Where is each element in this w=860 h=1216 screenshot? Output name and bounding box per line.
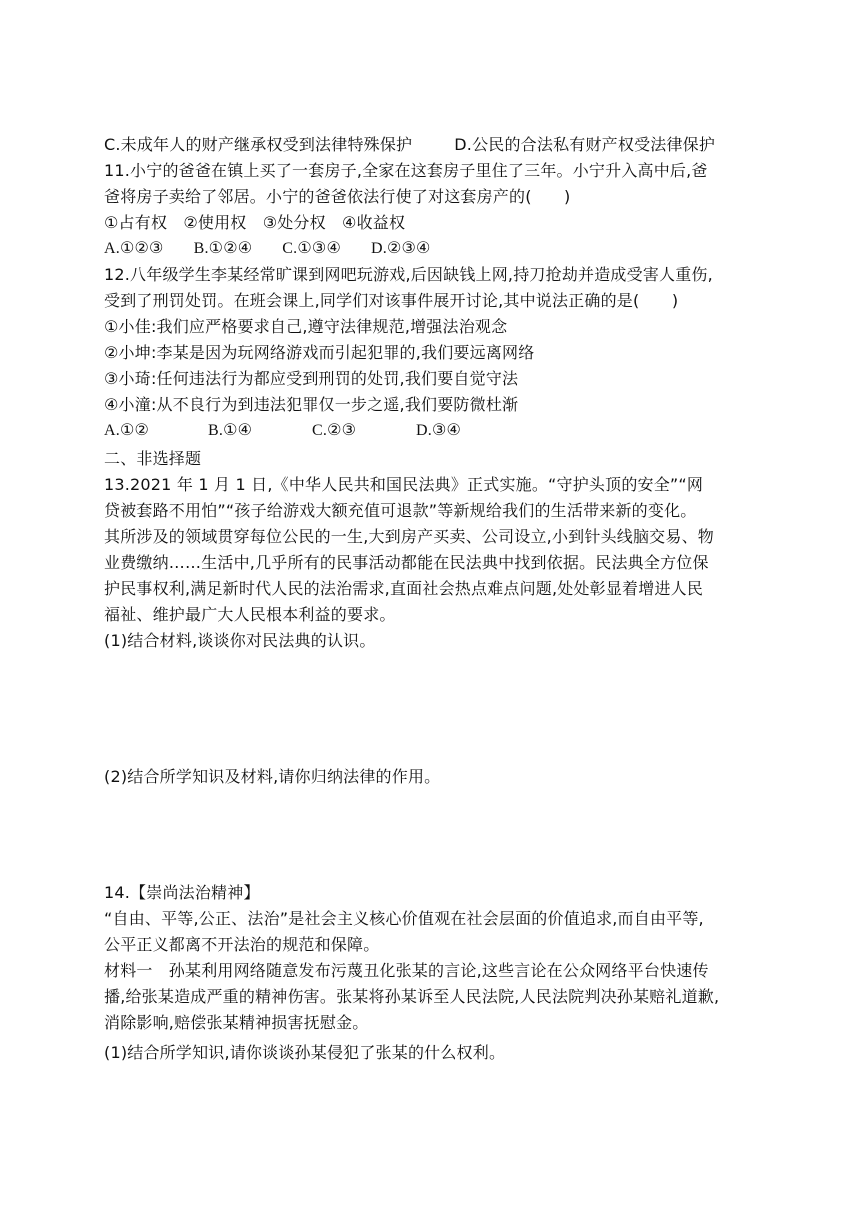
q13-material-line4: 业费缴纳……生活中,几乎所有的民事活动都能在民法典中找到依据。民法典全方位保 [104, 553, 709, 572]
q10-option-c: C.未成年人的财产继承权受到法律特殊保护 [104, 135, 413, 154]
q14-sub-question-1: (1)结合所学知识,请你谈谈孙某侵犯了张某的什么权利。 [104, 1043, 506, 1062]
q12-option-d: D.③④ [416, 422, 462, 439]
q14-material1-line2: 播,给张某造成严重的精神伤害。张某将孙某诉至人民法院,人民法院判决孙某赔礼道歉, [104, 987, 720, 1006]
q12-statement-3: ③小琦:任何违法行为都应受到刑罚的处罚,我们要自觉守法 [104, 369, 519, 388]
q12-statement-2: ②小坤:李某是因为玩网络游戏而引起犯罪的,我们要远离网络 [104, 343, 535, 362]
q12-stem-line2: 受到了刑罚处罚。在班会课上,同学们对该事件展开讨论,其中说法正确的是( ) [104, 291, 679, 310]
q11-stem-line1: 11.小宁的爸爸在镇上买了一套房子,全家在这套房子里住了三年。小宁升入高中后,爸 [104, 161, 708, 180]
q12-options [104, 418, 774, 444]
q14-material1-line1: 材料一 孙某利用网络随意发布污蔑丑化张某的言论,这些言论在公众网络平台快速传 [104, 961, 709, 980]
q11-option-d: D.②③④ [371, 240, 431, 257]
q11-option-a: A.①②③ [104, 240, 164, 257]
q13-sub-question-2: (2)结合所学知识及材料,请你归纳法律的作用。 [104, 767, 441, 786]
q10-option-d: D.公民的合法私有财产权受法律保护 [454, 135, 716, 154]
q14-material1-line3: 消除影响,赔偿张某精神损害抚慰金。 [104, 1013, 369, 1032]
q13-material-line6: 福祉、维护最广大人民根本利益的要求。 [104, 605, 396, 624]
q13-material-line5: 护民事权利,满足新时代人民的法治需求,直面社会热点难点问题,处处彰显着增进人民 [104, 579, 704, 598]
q13-material-line2: 贷被套路不用怕”“孩子给游戏大额充值可退款”等新规给我们的生活带来新的变化。 [104, 501, 697, 520]
q11-option-b: B.①②④ [193, 240, 253, 257]
q12-option-a: A.①② [104, 422, 150, 439]
q13-material-line3: 其所涉及的领域贯穿每位公民的一生,大到房产买卖、公司设立,小到针头线脑交易、物 [104, 527, 714, 546]
q11-options [104, 236, 774, 262]
q12-statement-1: ①小佳:我们应严格要求自己,遵守法律规范,增强法治观念 [104, 317, 508, 336]
q11-items: ①占有权 ②使用权 ③处分权 ④收益权 [104, 213, 406, 232]
section-title: 二、非选择题 [104, 449, 202, 468]
q12-stem-line1: 12.八年级学生李某经常旷课到网吧玩游戏,后因缺钱上网,持刀抢劫并造成受害人重伤, [104, 265, 713, 284]
q14-heading: 14.【崇尚法治精神】 [104, 883, 260, 902]
q13-material-line1: 13.2021 年 1 月 1 日,《中华人民共和国民法典》正式实施。“守护头顶的安全”“网 [104, 475, 704, 494]
q12-option-c: C.②③ [312, 422, 357, 439]
q11-stem-line2: 爸将房子卖给了邻居。小宁的爸爸依法行使了对这套房产的( ) [104, 187, 571, 206]
q14-intro-line1: “自由、平等,公正、法治”是社会主义核心价值观在社会层面的价值追求,而自由平等, [104, 909, 704, 928]
q10-options-row [104, 132, 774, 158]
q12-statement-4: ④小潼:从不良行为到违法犯罪仅一步之遥,我们要防微杜渐 [104, 395, 519, 414]
q11-option-c: C.①③④ [282, 240, 341, 257]
q12-option-b: B.①④ [208, 422, 253, 439]
q14-intro-line2: 公平正义都离不开法治的规范和保障。 [104, 935, 380, 954]
q13-sub-question-1: (1)结合材料,谈谈你对民法典的认识。 [104, 631, 376, 650]
